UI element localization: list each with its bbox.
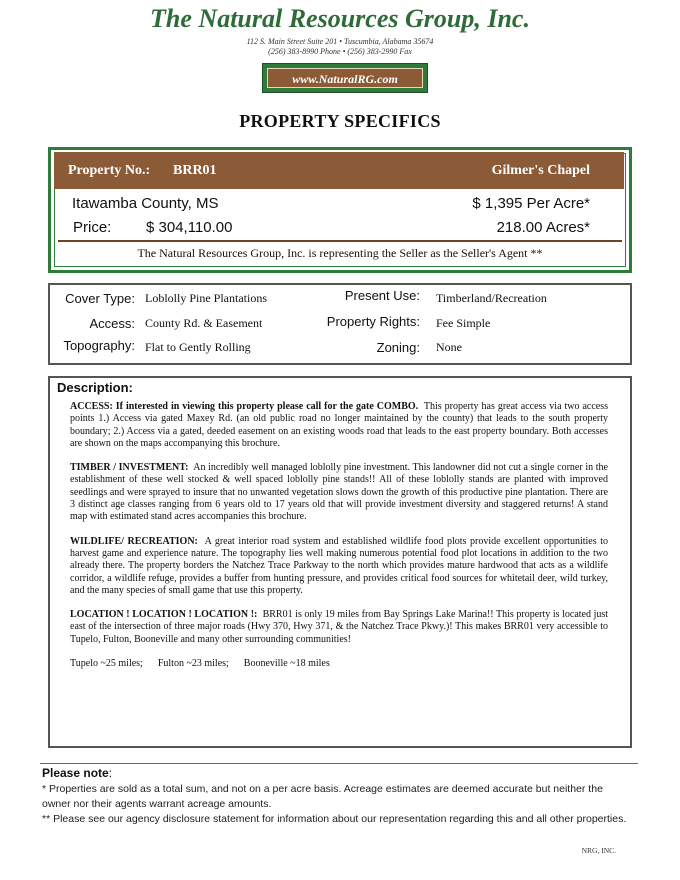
location-body: BRR01 is only 19 miles from Bay Springs Lake Marina!! This property is located just east of the intersection of three major roads (Hwy 370, Hwy 371, & the Natchez Trace Pkwy.)! This makes BRR01 very accessible to Tupelo, Fulton, Booneville and many other surrounding communities! bbox=[70, 609, 609, 645]
company-phone-fax: (256) 383-8990 Phone • (256) 383-2990 Fax bbox=[268, 47, 412, 56]
property-rights-label: Property Rights: bbox=[326, 314, 420, 329]
access-label: Access: bbox=[89, 316, 135, 331]
present-use-label: Present Use: bbox=[344, 288, 420, 303]
present-use-value: Timberland/Recreation bbox=[436, 291, 547, 305]
divider bbox=[58, 240, 622, 242]
agency-note: ** Please see our agency disclosure statement for information about our representation regarding this and all other properties. bbox=[42, 813, 627, 825]
acreage: 218.00 Acres* bbox=[496, 219, 590, 236]
page-title: PROPERTY SPECIFICS bbox=[239, 111, 441, 131]
website-link[interactable]: www.NaturalRG.com bbox=[267, 68, 423, 88]
notes-heading-text: Please note bbox=[42, 766, 109, 780]
cover-type-value: Loblolly Pine Plantations bbox=[145, 291, 267, 305]
property-county: Itawamba County, MS bbox=[72, 195, 219, 212]
access-lead: ACCESS: If interested in viewing this property please call for the gate COMBO. bbox=[70, 401, 419, 412]
topography-value: Flat to Gently Rolling bbox=[145, 340, 251, 354]
wildlife-body: A great interior road system and established wildlife food plots provide excellent opportunities to harvest game and experience nature. The topography lies well making numerous potential food plot locations in addition to the two already there. The property borders the Natchez Trace Parkway to the north which provides mature hardwood that acts as a wildlife corridor, a wildlife refuge, provides a buffer from hunting pressure, and provides critical food sources for whitetail deer, wild turkey, and the many species of small game that use this property. bbox=[70, 535, 609, 596]
agent-disclosure: The Natural Resources Group, Inc. is representing the Seller as the Seller's Agent ** bbox=[137, 246, 543, 260]
footer-code: NRG, INC. bbox=[581, 846, 616, 855]
notes-heading-colon: : bbox=[108, 766, 113, 780]
property-number-label: Property No.: bbox=[68, 163, 151, 178]
notes-heading bbox=[42, 766, 112, 780]
location-paragraph bbox=[70, 609, 608, 646]
access-body: This property has great access via two access points 1.) Access via gated Maxey Rd. (an old public road no longer maintained by the county) that leads to the south property boundary; 2.) Access via a gated, deeded easement on an existing woods road that leads to the east property boundary. Both accesses are shown on the maps accompanying this brochure. bbox=[70, 401, 608, 449]
acreage-note: * Properties are sold as a total sum, and not on a per acre basis. Acreage estimates are deemed accurate but neither the owner nor their agents warrant acreage amounts. bbox=[42, 783, 603, 810]
timber-paragraph bbox=[70, 462, 608, 523]
price-label: Price: bbox=[73, 219, 112, 236]
zoning-label: Zoning: bbox=[376, 340, 420, 355]
cover-type-label: Cover Type: bbox=[65, 291, 135, 306]
wildlife-lead: WILDLIFE/ RECREATION: bbox=[70, 535, 198, 547]
access-paragraph bbox=[70, 401, 608, 450]
timber-lead: TIMBER / INVESTMENT: bbox=[70, 462, 189, 474]
website-badge[interactable] bbox=[262, 63, 428, 93]
description-heading: Description: bbox=[57, 380, 133, 395]
access-value: County Rd. & Easement bbox=[145, 316, 263, 330]
wildlife-paragraph bbox=[70, 536, 608, 597]
property-name: Gilmer's Chapel bbox=[491, 163, 590, 178]
company-name: The Natural Resources Group, Inc. bbox=[150, 4, 530, 33]
distances: Tupelo ~25 miles; Fulton ~23 miles; Booneville ~18 miles bbox=[70, 658, 330, 670]
location-lead: LOCATION ! LOCATION ! LOCATION !: bbox=[70, 609, 258, 621]
property-rights-value: Fee Simple bbox=[436, 316, 491, 330]
property-number: BRR01 bbox=[173, 163, 217, 178]
description-text bbox=[70, 401, 608, 682]
price-per-acre: $ 1,395 Per Acre* bbox=[472, 195, 590, 212]
divider bbox=[40, 763, 638, 764]
timber-body: An incredibly well managed loblolly pine investment. This landowner did not cut a single corner in the establishment of these well stocked & well spaced loblolly pine stands!! All of these loblolly stands are planted with improved seedlings and were sprayed to insure that no unwanted vegetation slows down the growth of this productive pine plantation. There are 3 distinct age classes ranging from 6 years old to 17 years old that will provide investment diversity and staggered returns! A stand map with estimated stand acres accompanies this brochure. bbox=[70, 462, 608, 523]
company-address: 112 S. Main Street Suite 201 • Tuscumbia, Alabama 35674 bbox=[246, 37, 434, 46]
price-value: $ 304,110.00 bbox=[146, 219, 233, 236]
zoning-value: None bbox=[436, 340, 462, 354]
topography-label: Topography: bbox=[63, 338, 135, 353]
